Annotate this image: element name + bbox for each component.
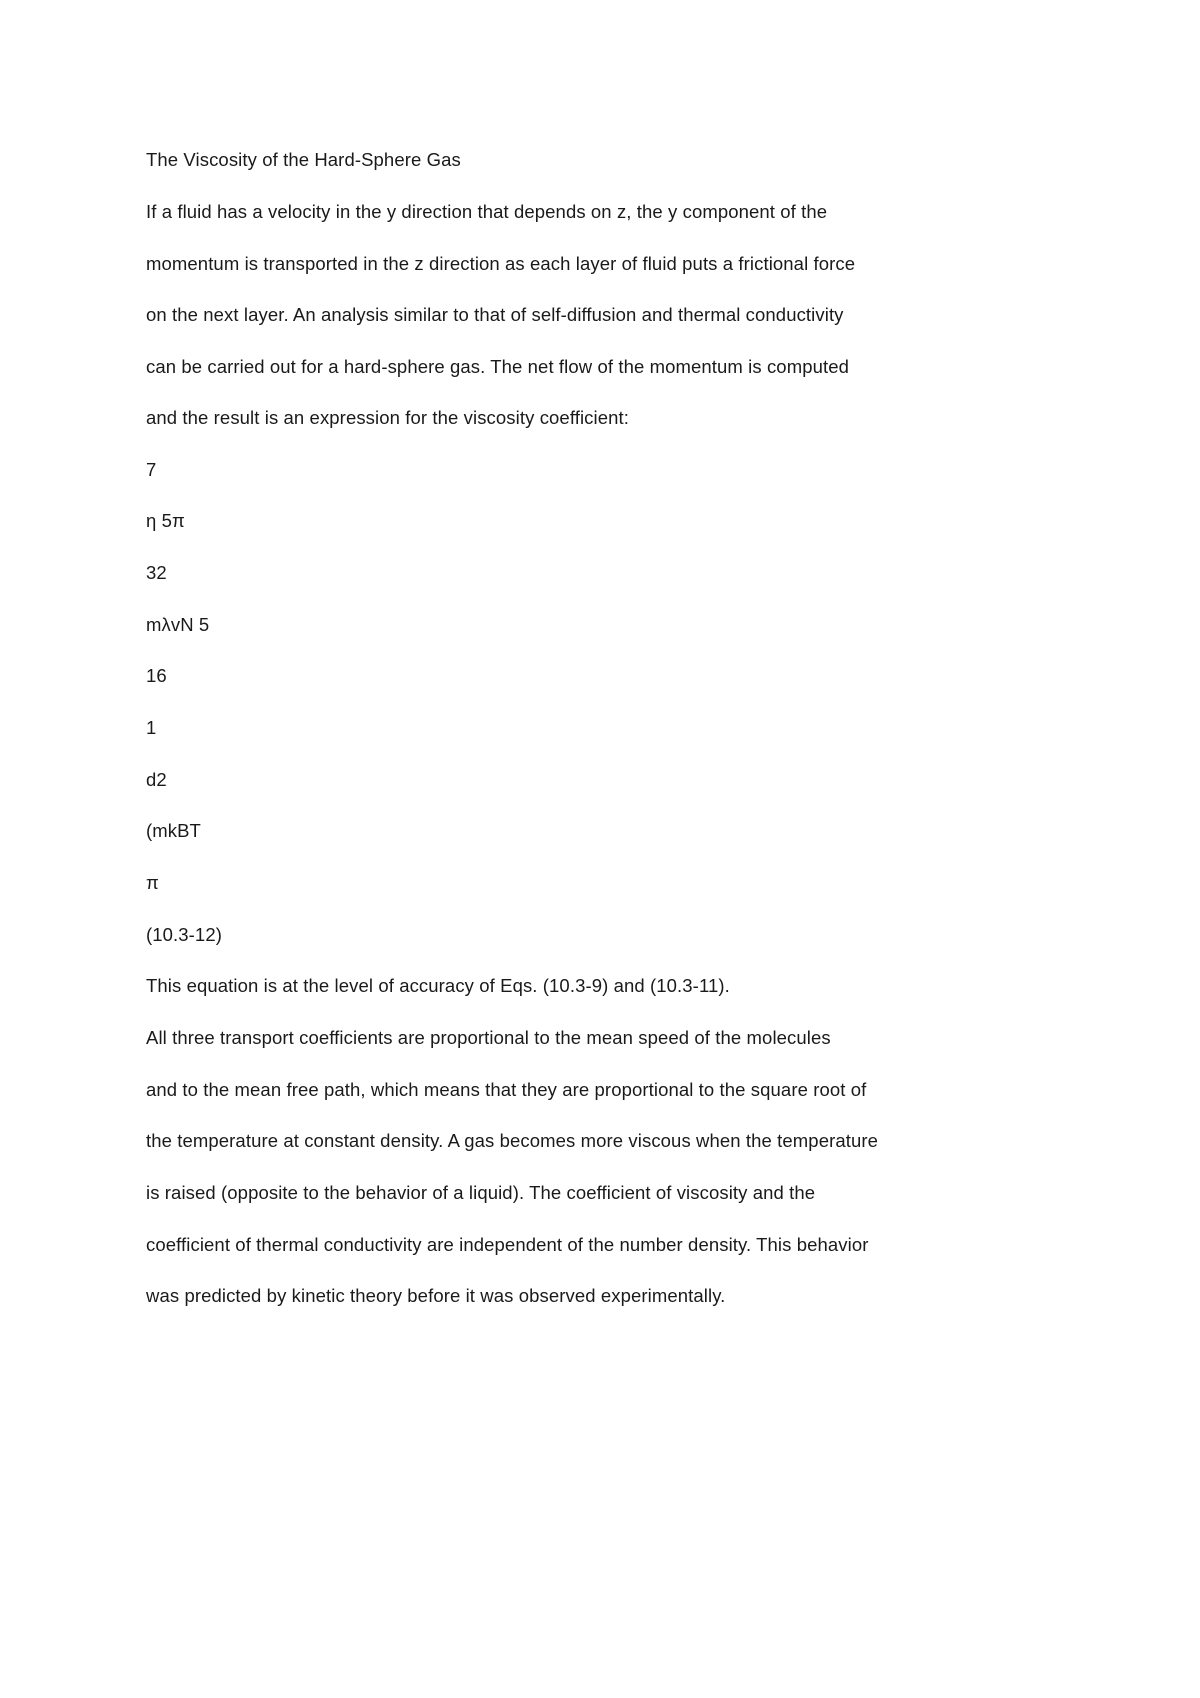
paragraph2-line-3: the temperature at constant density. A gas becomes more viscous when the temperature	[146, 1130, 879, 1151]
paragraph1-line-1: If a fluid has a velocity in the y direction that depends on z, the y component of the	[146, 201, 828, 222]
paragraph2-line-5: coefficient of thermal conductivity are independent of the number density. This behavior	[146, 1234, 869, 1255]
document-title: The Viscosity of the Hard-Sphere Gas	[146, 149, 461, 170]
paragraph1-line-2: momentum is transported in the z direction as each layer of fluid puts a frictional force	[146, 253, 856, 274]
equation-fragment-2: η 5π	[146, 510, 185, 531]
equation-fragment-4: mλvN 5	[146, 614, 210, 635]
paragraph1-line-3: on the next layer. An analysis similar to that of self-diffusion and thermal conductivity	[146, 304, 844, 325]
equation-fragment-5: 16	[146, 665, 167, 686]
accuracy-note: This equation is at the level of accuracy of Eqs. (10.3-9) and (10.3-11).	[146, 975, 730, 996]
paragraph2-line-2: and to the mean free path, which means that they are proportional to the square root of	[146, 1079, 867, 1100]
paragraph2-line-4: is raised (opposite to the behavior of a liquid). The coefficient of viscosity and the	[146, 1182, 816, 1203]
paragraph2-line-1: All three transport coefficients are proportional to the mean speed of the molecules	[146, 1027, 831, 1048]
equation-fragment-3: 32	[146, 562, 167, 583]
equation-fragment-7: d2	[146, 769, 167, 790]
equation-fragment-1: 7	[146, 459, 157, 480]
paragraph1-line-4: can be carried out for a hard-sphere gas. The net flow of the momentum is computed	[146, 356, 850, 377]
equation-fragment-8: (mkBT	[146, 820, 201, 841]
equation-number: (10.3-12)	[146, 924, 222, 945]
paragraph2-line-6: was predicted by kinetic theory before it was observed experimentally.	[146, 1285, 726, 1306]
paragraph1-line-5: and the result is an expression for the viscosity coefficient:	[146, 407, 629, 428]
equation-fragment-6: 1	[146, 717, 157, 738]
equation-fragment-9: π	[146, 872, 159, 893]
